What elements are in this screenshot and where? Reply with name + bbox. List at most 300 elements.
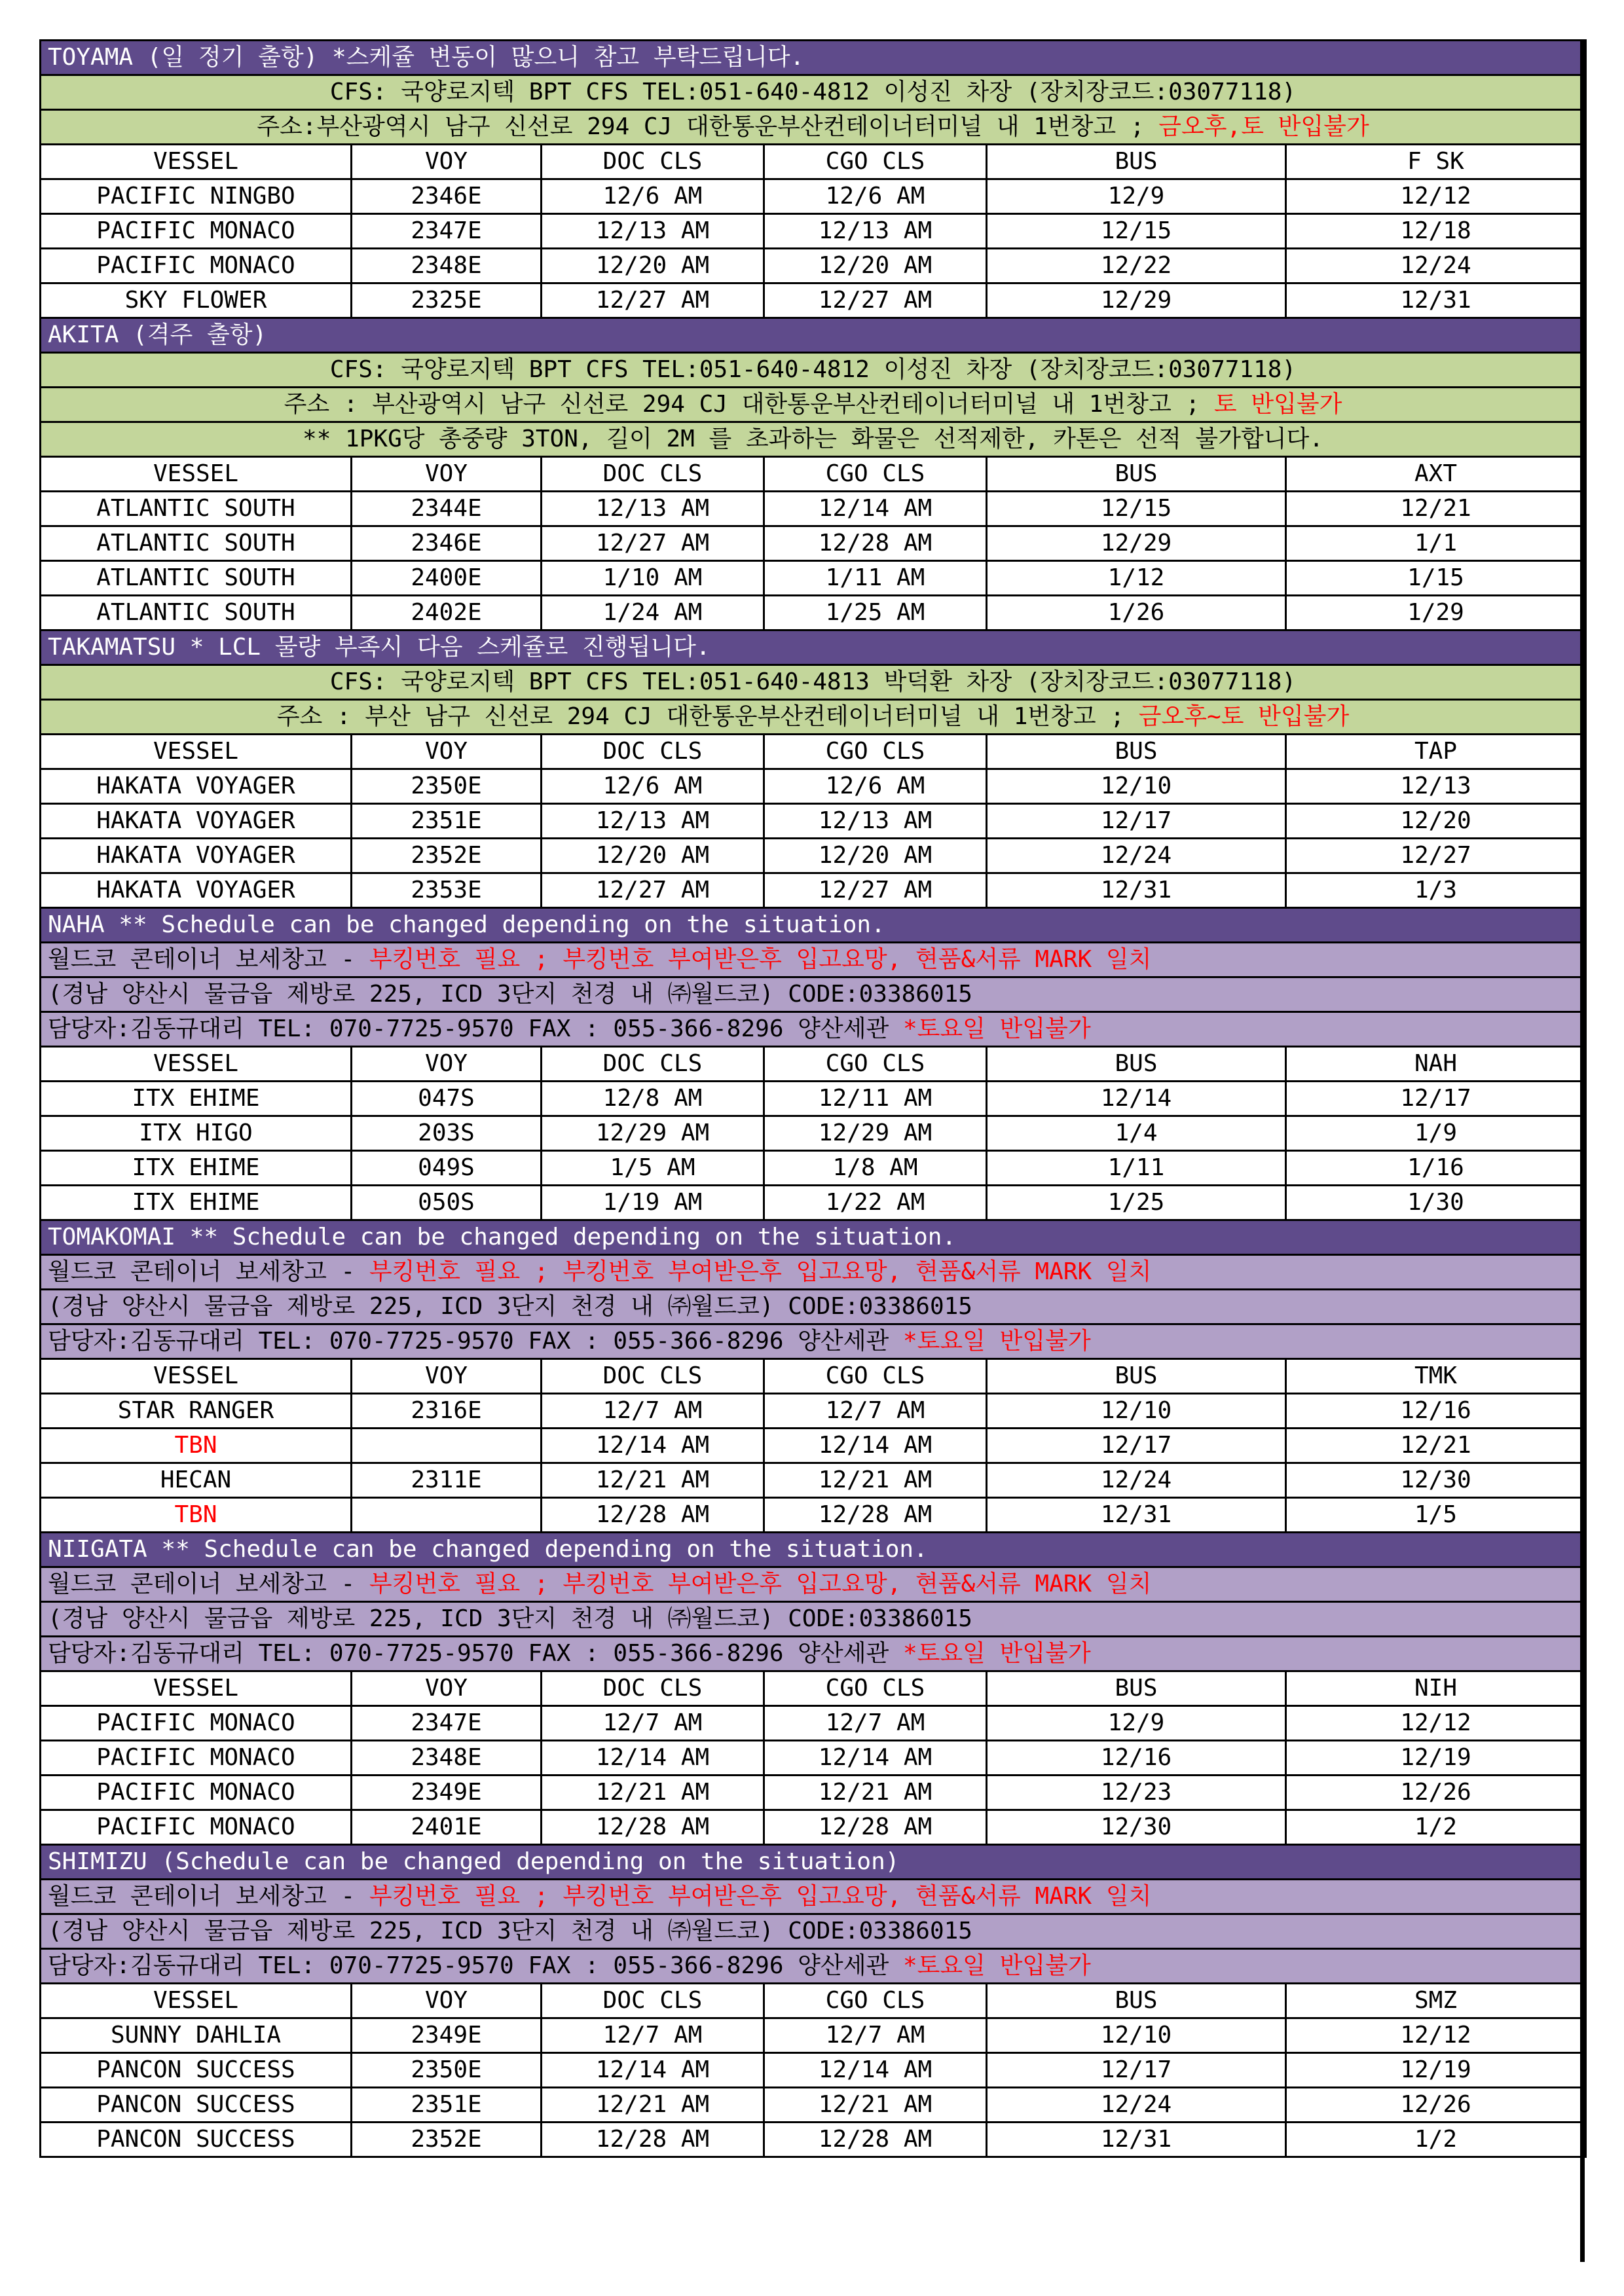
schedule-row: [41, 1463, 1586, 1498]
cell-voy: 2400E: [352, 561, 542, 596]
warehouse-contact-row: [41, 1324, 1586, 1359]
schedule-row: [41, 1498, 1586, 1533]
cell-eta: 12/20: [1286, 804, 1586, 839]
cell-bus: 12/17: [987, 1429, 1286, 1463]
cell-eta: 1/5: [1286, 1498, 1586, 1533]
cell-voy: 2350E: [352, 769, 542, 804]
column-header-doc-cls: DOC CLS: [542, 457, 764, 492]
schedule-row: [41, 2018, 1586, 2053]
column-header-doc-cls: DOC CLS: [542, 735, 764, 769]
column-header-vessel: VESSEL: [41, 145, 352, 179]
cell-voy: 050S: [352, 1186, 542, 1220]
column-header-cgo-cls: CGO CLS: [764, 145, 987, 179]
cell-cgo-cls: 12/27 AM: [764, 873, 987, 908]
saturday-restriction: *토요일 반입불가: [902, 1328, 1091, 1355]
saturday-restriction: *토요일 반입불가: [902, 1640, 1091, 1667]
cell-doc-cls: 12/6 AM: [542, 769, 764, 804]
section-header: [41, 1845, 1586, 1880]
cell-doc-cls: 12/28 AM: [542, 1810, 764, 1845]
cell-voy: 2346E: [352, 526, 542, 561]
cell-voy: 2348E: [352, 249, 542, 283]
schedule-row: [41, 2053, 1586, 2088]
cell-bus: 12/23: [987, 1776, 1286, 1810]
column-header-bus: BUS: [987, 1671, 1286, 1706]
cell-cgo-cls: 12/27 AM: [764, 283, 987, 318]
cell-cgo-cls: 1/8 AM: [764, 1151, 987, 1186]
schedule-row: [41, 1429, 1586, 1463]
cell-voy: 2311E: [352, 1463, 542, 1498]
saturday-restriction: *토요일 반입불가: [902, 1015, 1091, 1042]
schedule-row: [41, 561, 1586, 596]
cell-vessel: ATLANTIC SOUTH: [41, 561, 352, 596]
warehouse-row: [41, 1567, 1586, 1602]
cell-eta: 12/16: [1286, 1394, 1586, 1429]
column-header-cgo-cls: CGO CLS: [764, 1359, 987, 1394]
cell-eta: 12/31: [1286, 283, 1586, 318]
cell-vessel: PACIFIC MONACO: [41, 1810, 352, 1845]
cell-eta: 12/19: [1286, 1741, 1586, 1776]
column-header-vessel: VESSEL: [41, 457, 352, 492]
column-header-doc-cls: DOC CLS: [542, 1047, 764, 1082]
column-header-cgo-cls: CGO CLS: [764, 1671, 987, 1706]
cell-vessel: STAR RANGER: [41, 1394, 352, 1429]
cell-doc-cls: 1/10 AM: [542, 561, 764, 596]
cell-eta: 1/9: [1286, 1116, 1586, 1151]
column-header-cgo-cls: CGO CLS: [764, 1047, 987, 1082]
schedule-row: [41, 492, 1586, 526]
cell-vessel: HAKATA VOYAGER: [41, 769, 352, 804]
cell-voy: 2351E: [352, 804, 542, 839]
column-header-vessel: VESSEL: [41, 1984, 352, 2018]
column-header-bus: BUS: [987, 457, 1286, 492]
warehouse-address: (경남 양산시 물금읍 제방로 225, ICD 3단지 천경 내 ㈜월드코) CODE:03386015: [41, 1290, 1586, 1324]
schedule-row: [41, 873, 1586, 908]
cell-bus: 12/31: [987, 2123, 1286, 2157]
column-header-vessel: VESSEL: [41, 1671, 352, 1706]
section-header: [41, 41, 1586, 75]
column-header-bus: BUS: [987, 1047, 1286, 1082]
cargo-note: ** 1PKG당 총중량 3TON, 길이 2M 를 초과하는 화물은 선적제한, 카톤은 선적 불가합니다.: [41, 422, 1586, 457]
schedule-row: [41, 839, 1586, 873]
cell-doc-cls: 12/6 AM: [542, 179, 764, 214]
cell-bus: 12/22: [987, 249, 1286, 283]
cell-cgo-cls: 12/28 AM: [764, 526, 987, 561]
cell-cgo-cls: 12/20 AM: [764, 839, 987, 873]
cell-eta: 12/17: [1286, 1082, 1586, 1116]
schedule-row: [41, 596, 1586, 630]
cell-voy: 2352E: [352, 839, 542, 873]
address-restriction: 금오후,토 반입불가: [1158, 113, 1369, 140]
section-title: TAKAMATSU * LCL 물량 부족시 다음 스케쥴로 진행됩니다.: [41, 630, 1586, 665]
schedule-row: [41, 179, 1586, 214]
cell-doc-cls: 12/14 AM: [542, 1741, 764, 1776]
cell-voy: 2401E: [352, 1810, 542, 1845]
warehouse-row: [41, 943, 1586, 977]
cell-doc-cls: 12/8 AM: [542, 1082, 764, 1116]
cell-vessel: PANCON SUCCESS: [41, 2088, 352, 2123]
cell-voy: [352, 1498, 542, 1533]
cell-eta: 12/21: [1286, 1429, 1586, 1463]
cell-cgo-cls: 12/7 AM: [764, 1394, 987, 1429]
warehouse-contact-row: [41, 1012, 1586, 1047]
cell-cgo-cls: 1/22 AM: [764, 1186, 987, 1220]
column-header-doc-cls: DOC CLS: [542, 145, 764, 179]
cell-doc-cls: 12/21 AM: [542, 2088, 764, 2123]
cell-vessel: ITX EHIME: [41, 1082, 352, 1116]
column-header-row: [41, 1359, 1586, 1394]
cell-vessel: ITX EHIME: [41, 1186, 352, 1220]
cell-bus: 1/11: [987, 1151, 1286, 1186]
cell-cgo-cls: 1/25 AM: [764, 596, 987, 630]
cell-voy: [352, 1429, 542, 1463]
column-header-eta: TMK: [1286, 1359, 1586, 1394]
column-header-row: [41, 1047, 1586, 1082]
cell-eta: 12/26: [1286, 1776, 1586, 1810]
schedule-row: [41, 1394, 1586, 1429]
warehouse-contact: 담당자:김동규대리 TEL: 070-7725-9570 FAX : 055-366-8296 양산세관: [48, 1952, 903, 1979]
schedule-row: [41, 2088, 1586, 2123]
cell-voy: 2348E: [352, 1741, 542, 1776]
cell-vessel: TBN: [41, 1498, 352, 1533]
cell-vessel: SUNNY DAHLIA: [41, 2018, 352, 2053]
warehouse-address-row: [41, 1914, 1586, 1949]
cell-doc-cls: 1/5 AM: [542, 1151, 764, 1186]
column-header-cgo-cls: CGO CLS: [764, 457, 987, 492]
warehouse-name: 월드코 콘테이너 보세창고 -: [48, 1258, 369, 1285]
schedule-row: [41, 1082, 1586, 1116]
column-header-voy: VOY: [352, 457, 542, 492]
cell-doc-cls: 12/14 AM: [542, 2053, 764, 2088]
cell-bus: 12/31: [987, 873, 1286, 908]
cell-cgo-cls: 12/14 AM: [764, 2053, 987, 2088]
schedule-row: [41, 769, 1586, 804]
warehouse-name-cell: [41, 1880, 1586, 1914]
warehouse-name-cell: [41, 1567, 1586, 1602]
cell-eta: 12/13: [1286, 769, 1586, 804]
cell-vessel: ITX HIGO: [41, 1116, 352, 1151]
cell-vessel: PANCON SUCCESS: [41, 2123, 352, 2157]
cell-cgo-cls: 12/6 AM: [764, 179, 987, 214]
cell-vessel: ITX EHIME: [41, 1151, 352, 1186]
column-header-cgo-cls: CGO CLS: [764, 735, 987, 769]
cell-voy: 2353E: [352, 873, 542, 908]
warehouse-row: [41, 1255, 1586, 1290]
warehouse-name-cell: [41, 943, 1586, 977]
cell-bus: 12/29: [987, 526, 1286, 561]
address-row: [41, 700, 1586, 735]
cell-cgo-cls: 12/7 AM: [764, 2018, 987, 2053]
column-header-bus: BUS: [987, 145, 1286, 179]
section-title: TOYAMA (일 정기 출항) *스케쥴 변동이 많으니 참고 부탁드립니다.: [41, 41, 1586, 75]
cfs-info: CFS: 국양로지텍 BPT CFS TEL:051-640-4813 박덕환 차장 (장치장코드:03077118): [41, 665, 1586, 700]
cell-vessel: PACIFIC MONACO: [41, 1706, 352, 1741]
cell-voy: 2344E: [352, 492, 542, 526]
booking-requirement: 부킹번호 필요 ; 부킹번호 부여받은후 입고요망, 현품&서류 MARK 일치: [369, 1258, 1152, 1285]
schedule-row: [41, 1186, 1586, 1220]
cell-cgo-cls: 12/13 AM: [764, 804, 987, 839]
cell-vessel: ATLANTIC SOUTH: [41, 596, 352, 630]
cell-doc-cls: 12/27 AM: [542, 873, 764, 908]
section-header: [41, 1220, 1586, 1255]
cell-voy: 2346E: [352, 179, 542, 214]
cell-bus: 12/24: [987, 2088, 1286, 2123]
column-header-row: [41, 457, 1586, 492]
cell-doc-cls: 12/27 AM: [542, 283, 764, 318]
column-header-voy: VOY: [352, 1671, 542, 1706]
cell-voy: 2349E: [352, 2018, 542, 2053]
cell-eta: 1/2: [1286, 1810, 1586, 1845]
cell-bus: 12/31: [987, 1498, 1286, 1533]
cell-eta: 12/12: [1286, 1706, 1586, 1741]
cell-cgo-cls: 12/6 AM: [764, 769, 987, 804]
section-title: NAHA ** Schedule can be changed depending on the situation.: [41, 908, 1586, 943]
cell-doc-cls: 12/20 AM: [542, 249, 764, 283]
column-header-row: [41, 735, 1586, 769]
section-header: [41, 1533, 1586, 1567]
cell-voy: 203S: [352, 1116, 542, 1151]
cell-cgo-cls: 12/21 AM: [764, 2088, 987, 2123]
schedule-row: [41, 1776, 1586, 1810]
address-text: 주소 : 부산 남구 신선로 294 CJ 대한통운부산컨테이너터미널 내 1번창고 ;: [276, 703, 1139, 730]
column-header-doc-cls: DOC CLS: [542, 1984, 764, 2018]
cell-vessel: TBN: [41, 1429, 352, 1463]
cell-bus: 12/10: [987, 1394, 1286, 1429]
cell-vessel: HAKATA VOYAGER: [41, 873, 352, 908]
cell-doc-cls: 12/7 AM: [542, 1394, 764, 1429]
cell-eta: 12/30: [1286, 1463, 1586, 1498]
cell-doc-cls: 1/19 AM: [542, 1186, 764, 1220]
section-header: [41, 318, 1586, 353]
warehouse-contact-cell: [41, 1637, 1586, 1671]
schedule-row: [41, 283, 1586, 318]
cell-doc-cls: 12/21 AM: [542, 1463, 764, 1498]
cell-doc-cls: 1/24 AM: [542, 596, 764, 630]
column-header-voy: VOY: [352, 1359, 542, 1394]
column-header-voy: VOY: [352, 735, 542, 769]
warehouse-name-cell: [41, 1255, 1586, 1290]
schedule-row: [41, 214, 1586, 249]
cell-eta: 1/1: [1286, 526, 1586, 561]
column-header-bus: BUS: [987, 1984, 1286, 2018]
warehouse-contact-row: [41, 1637, 1586, 1671]
column-header-eta: SMZ: [1286, 1984, 1586, 2018]
section-title: AKITA (격주 출항): [41, 318, 1586, 353]
cell-bus: 1/26: [987, 596, 1286, 630]
cell-vessel: HAKATA VOYAGER: [41, 839, 352, 873]
cell-doc-cls: 12/21 AM: [542, 1776, 764, 1810]
address-restriction: 금오후~토 반입불가: [1138, 703, 1350, 730]
warehouse-name: 월드코 콘테이너 보세창고 -: [48, 1571, 369, 1597]
cell-voy: 2402E: [352, 596, 542, 630]
cell-bus: 12/24: [987, 839, 1286, 873]
schedule-row: [41, 1706, 1586, 1741]
cell-doc-cls: 12/14 AM: [542, 1429, 764, 1463]
cell-bus: 12/17: [987, 804, 1286, 839]
cell-doc-cls: 12/13 AM: [542, 214, 764, 249]
cell-voy: 2325E: [352, 283, 542, 318]
column-header-row: [41, 1671, 1586, 1706]
cell-vessel: SKY FLOWER: [41, 283, 352, 318]
booking-requirement: 부킹번호 필요 ; 부킹번호 부여받은후 입고요망, 현품&서류 MARK 일치: [369, 1571, 1152, 1597]
cell-cgo-cls: 12/14 AM: [764, 492, 987, 526]
cfs-info-row: [41, 665, 1586, 700]
cell-voy: 2347E: [352, 1706, 542, 1741]
cell-cgo-cls: 12/28 AM: [764, 1810, 987, 1845]
cell-doc-cls: 12/13 AM: [542, 804, 764, 839]
saturday-restriction: *토요일 반입불가: [902, 1952, 1091, 1979]
cell-cgo-cls: 12/11 AM: [764, 1082, 987, 1116]
cell-voy: 2351E: [352, 2088, 542, 2123]
cell-cgo-cls: 12/7 AM: [764, 1706, 987, 1741]
schedule-row: [41, 804, 1586, 839]
schedule-row: [41, 1810, 1586, 1845]
warehouse-name: 월드코 콘테이너 보세창고 -: [48, 1883, 369, 1910]
cell-vessel: ATLANTIC SOUTH: [41, 492, 352, 526]
cell-voy: 047S: [352, 1082, 542, 1116]
cell-eta: 12/27: [1286, 839, 1586, 873]
cell-voy: 049S: [352, 1151, 542, 1186]
cell-cgo-cls: 1/11 AM: [764, 561, 987, 596]
column-header-bus: BUS: [987, 1359, 1286, 1394]
address-row: [41, 388, 1586, 422]
cell-voy: 2349E: [352, 1776, 542, 1810]
warehouse-contact-row: [41, 1949, 1586, 1984]
cell-cgo-cls: 12/21 AM: [764, 1776, 987, 1810]
cell-bus: 12/17: [987, 2053, 1286, 2088]
cell-eta: 1/2: [1286, 2123, 1586, 2157]
column-header-voy: VOY: [352, 145, 542, 179]
cell-vessel: HECAN: [41, 1463, 352, 1498]
cell-vessel: PACIFIC MONACO: [41, 1776, 352, 1810]
warehouse-contact-cell: [41, 1012, 1586, 1047]
cell-bus: 12/10: [987, 769, 1286, 804]
cell-cgo-cls: 12/14 AM: [764, 1429, 987, 1463]
cell-vessel: PACIFIC MONACO: [41, 1741, 352, 1776]
warehouse-contact-cell: [41, 1324, 1586, 1359]
cell-voy: 2350E: [352, 2053, 542, 2088]
cell-cgo-cls: 12/28 AM: [764, 2123, 987, 2157]
cell-voy: 2316E: [352, 1394, 542, 1429]
warehouse-address-row: [41, 1602, 1586, 1637]
column-header-eta: NAH: [1286, 1047, 1586, 1082]
cell-bus: 12/14: [987, 1082, 1286, 1116]
schedule-row: [41, 249, 1586, 283]
warehouse-contact: 담당자:김동규대리 TEL: 070-7725-9570 FAX : 055-366-8296 양산세관: [48, 1640, 903, 1667]
cargo-note-row: [41, 422, 1586, 457]
address-cell: [41, 700, 1586, 735]
cell-bus: 12/16: [987, 1741, 1286, 1776]
cell-bus: 1/25: [987, 1186, 1286, 1220]
column-header-vessel: VESSEL: [41, 735, 352, 769]
cell-vessel: PACIFIC MONACO: [41, 249, 352, 283]
schedule-table: [39, 39, 1587, 2158]
warehouse-row: [41, 1880, 1586, 1914]
section-header: [41, 908, 1586, 943]
warehouse-contact: 담당자:김동규대리 TEL: 070-7725-9570 FAX : 055-366-8296 양산세관: [48, 1328, 903, 1355]
section-title: SHIMIZU (Schedule can be changed depending on the situation): [41, 1845, 1586, 1880]
cell-vessel: PACIFIC MONACO: [41, 214, 352, 249]
cell-bus: 12/15: [987, 492, 1286, 526]
cell-cgo-cls: 12/14 AM: [764, 1741, 987, 1776]
cell-eta: 12/24: [1286, 249, 1586, 283]
cell-doc-cls: 12/7 AM: [542, 1706, 764, 1741]
cell-bus: 12/24: [987, 1463, 1286, 1498]
schedule-row: [41, 2123, 1586, 2157]
cell-eta: 12/12: [1286, 2018, 1586, 2053]
address-restriction: 토 반입불가: [1213, 391, 1342, 418]
cell-doc-cls: 12/27 AM: [542, 526, 764, 561]
cell-doc-cls: 12/28 AM: [542, 1498, 764, 1533]
column-header-doc-cls: DOC CLS: [542, 1359, 764, 1394]
cell-bus: 12/30: [987, 1810, 1286, 1845]
column-header-voy: VOY: [352, 1984, 542, 2018]
column-header-cgo-cls: CGO CLS: [764, 1984, 987, 2018]
cfs-info-row: [41, 75, 1586, 110]
cell-vessel: PACIFIC NINGBO: [41, 179, 352, 214]
address-text: 주소 : 부산광역시 남구 신선로 294 CJ 대한통운부산컨테이너터미널 내 1번창고 ;: [284, 391, 1214, 418]
cell-bus: 12/9: [987, 179, 1286, 214]
column-header-voy: VOY: [352, 1047, 542, 1082]
column-header-bus: BUS: [987, 735, 1286, 769]
column-header-doc-cls: DOC CLS: [542, 1671, 764, 1706]
address-cell: [41, 388, 1586, 422]
section-title: NIIGATA ** Schedule can be changed depending on the situation.: [41, 1533, 1586, 1567]
cell-voy: 2347E: [352, 214, 542, 249]
cell-eta: 1/15: [1286, 561, 1586, 596]
cell-bus: 1/4: [987, 1116, 1286, 1151]
column-header-vessel: VESSEL: [41, 1047, 352, 1082]
cell-doc-cls: 12/20 AM: [542, 839, 764, 873]
right-border-bar: [1580, 39, 1585, 2262]
cell-cgo-cls: 12/29 AM: [764, 1116, 987, 1151]
cell-bus: 12/10: [987, 2018, 1286, 2053]
cell-cgo-cls: 12/21 AM: [764, 1463, 987, 1498]
cell-eta: 1/16: [1286, 1151, 1586, 1186]
schedule-row: [41, 526, 1586, 561]
column-header-eta: NIH: [1286, 1671, 1586, 1706]
warehouse-address: (경남 양산시 물금읍 제방로 225, ICD 3단지 천경 내 ㈜월드코) CODE:03386015: [41, 1914, 1586, 1949]
section-header: [41, 630, 1586, 665]
cell-eta: 1/29: [1286, 596, 1586, 630]
cell-eta: 1/3: [1286, 873, 1586, 908]
warehouse-contact-cell: [41, 1949, 1586, 1984]
address-text: 주소:부산광역시 남구 신선로 294 CJ 대한통운부산컨테이너터미널 내 1번창고 ;: [257, 113, 1159, 140]
booking-requirement: 부킹번호 필요 ; 부킹번호 부여받은후 입고요망, 현품&서류 MARK 일치: [369, 1883, 1152, 1910]
warehouse-name: 월드코 콘테이너 보세창고 -: [48, 946, 369, 973]
cfs-info: CFS: 국양로지텍 BPT CFS TEL:051-640-4812 이성진 차장 (장치장코드:03077118): [41, 75, 1586, 110]
warehouse-contact: 담당자:김동규대리 TEL: 070-7725-9570 FAX : 055-366-8296 양산세관: [48, 1015, 903, 1042]
schedule-row: [41, 1151, 1586, 1186]
cell-eta: 12/12: [1286, 179, 1586, 214]
cell-doc-cls: 12/7 AM: [542, 2018, 764, 2053]
cell-eta: 12/21: [1286, 492, 1586, 526]
cell-doc-cls: 12/28 AM: [542, 2123, 764, 2157]
cell-cgo-cls: 12/20 AM: [764, 249, 987, 283]
cell-doc-cls: 12/13 AM: [542, 492, 764, 526]
cell-cgo-cls: 12/13 AM: [764, 214, 987, 249]
cell-bus: 12/9: [987, 1706, 1286, 1741]
warehouse-address: (경남 양산시 물금읍 제방로 225, ICD 3단지 천경 내 ㈜월드코) CODE:03386015: [41, 1602, 1586, 1637]
cell-voy: 2352E: [352, 2123, 542, 2157]
column-header-eta: F SK: [1286, 145, 1586, 179]
cell-vessel: HAKATA VOYAGER: [41, 804, 352, 839]
column-header-row: [41, 145, 1586, 179]
cell-vessel: ATLANTIC SOUTH: [41, 526, 352, 561]
cell-bus: 12/29: [987, 283, 1286, 318]
schedule-row: [41, 1116, 1586, 1151]
address-cell: [41, 110, 1586, 145]
schedule-row: [41, 1741, 1586, 1776]
